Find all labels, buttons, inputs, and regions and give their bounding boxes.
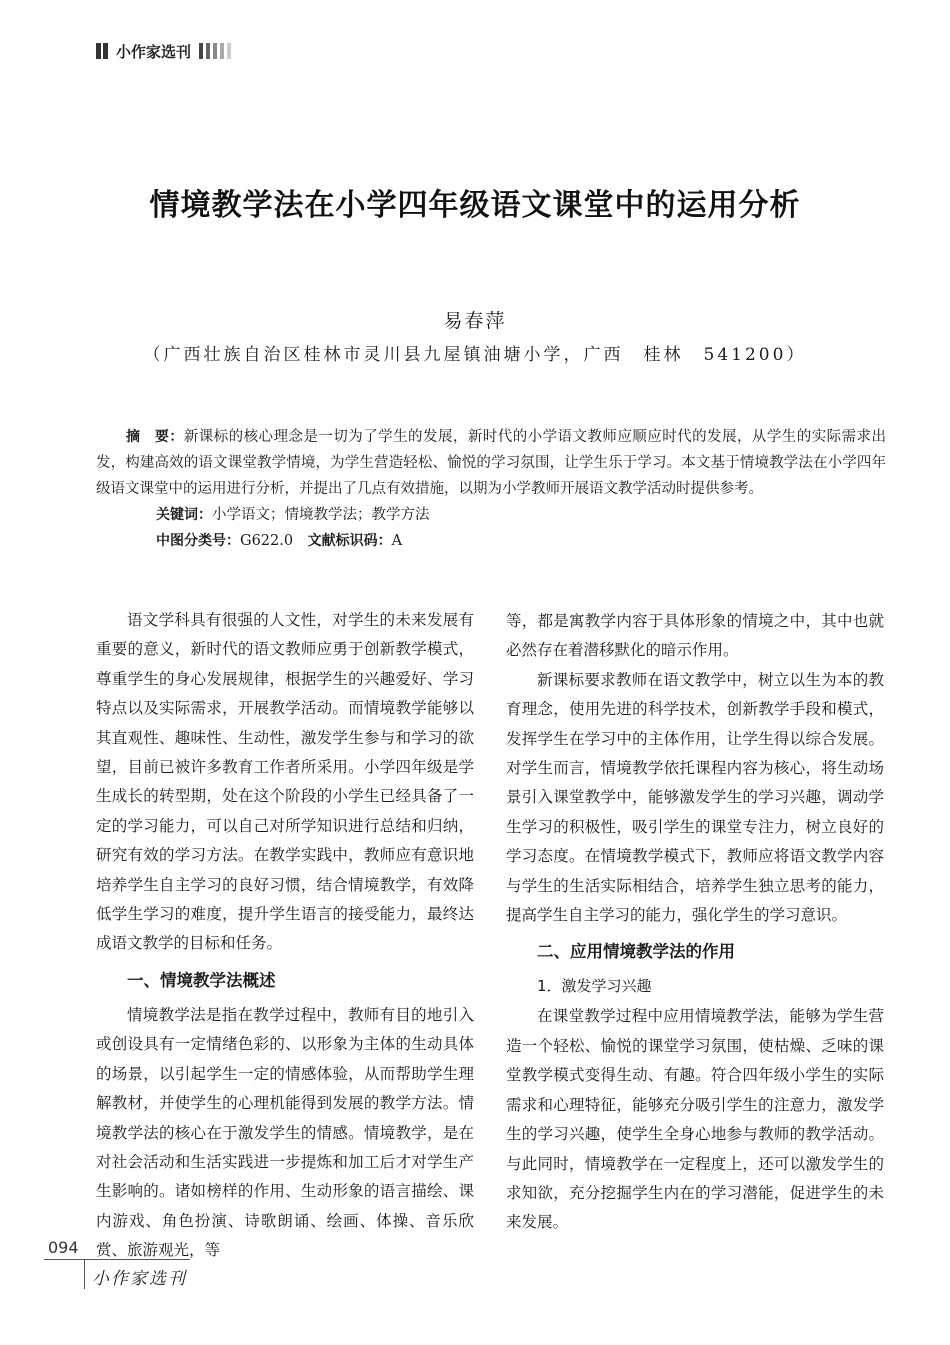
curriculum-paragraph: 新课标要求教师在语文教学中，树立以生为本的教育理念，使用先进的科学技术，创新教学手段和模式，发挥学生在学习中的主体作用，让学生得以综合发展。对学生而言，情境教学依托课程内容为核心，将生动场景引入课堂教学中，能够激发学生的学习兴趣，调动学生学习的积极性，吸引学生的课堂专注力，树立良好的学习态度。在情境教学模式下，教师应将语文教学内容与学生的生活实际相结合，培养学生独立思考的能力，提高学生自主学习的能力，强化学生的学习意识。 — [506, 670, 884, 925]
page-number: 094 — [48, 1238, 79, 1257]
abstract-paragraph — [96, 424, 886, 502]
author-affiliation: （广西壮族自治区桂林市灵川县九屋镇油塘小学，广西 桂林 541200） — [143, 345, 807, 365]
intro-paragraph: 语文学科具有很强的人文性，对学生的未来发展有重要的意义，新时代的语文教师应勇于创新教学模式，尊重学生的身心发展规律，根据学生的兴趣爱好、学习特点以及实际需求，开展教学活动。而情境教学能够以其直观性、趣味性、生动性，激发学生参与和学习的欲望，目前已被许多教育工作者所采用。小学四年级是学生成长的转型期，处在这个阶段的小学生已经具备了一定的学习能力，可以自己对所学知识进行总结和归纳，研究有效的学习方法。在教学实践中，教师应有意识地培养学生自主学习的良好习惯，结合情境教学，有效降低学生学习的难度，提升学生语言的接受能力，最终达成语文教学的目标和任务。 — [96, 611, 474, 953]
header-bars-decoration — [199, 43, 234, 59]
keywords-line — [96, 502, 886, 528]
article-title: 情境教学法在小学四年级语文课堂中的运用分析 — [149, 188, 801, 223]
continued-paragraph: 等，都是寓教学内容于具体形象的情境之中，其中也就必然存在着潜移默化的暗示作用。 — [506, 612, 884, 660]
journal-name: 小作家选刊 — [116, 42, 192, 61]
abstract-section — [96, 424, 886, 554]
clc-label: 中图分类号： — [156, 533, 240, 549]
section-heading-2: 二、应用情境教学法的作用 — [537, 942, 735, 962]
section-1-paragraph: 情境教学法是指在教学过程中，教师有目的地引入或创设具有一定情绪色彩的、以形象为主体的生动具体的场景，以引起学生一定的情感体验，从而帮助学生理解教材，并使学生的心理机能得到发展的教学方法。情境教学法的核心在于激发学生的情感。情境教学，是在对社会活动和生活实践进一步提炼和加工后才对学生产生影响的。诸如榜样的作用、生动形象的语言描绘、课内游戏、角色扮演、诗歌朗诵、绘画、体操、音乐欣赏、旅游观光，等 — [96, 1005, 474, 1260]
footer-vertical-rule — [84, 1259, 85, 1289]
classification-line — [96, 528, 886, 554]
clc-value: G622.0 — [240, 533, 294, 549]
keywords-text: 小学语文；情境教学法；教学方法 — [212, 507, 430, 523]
abstract-text: 新课标的核心理念是一切为了学生的发展，新时代的小学语文教师应顺应时代的发展，从学生的实际需求出发，构建高效的语文课堂教学情境，为学生营造轻松、愉悦的学习氛围，让学生乐于学习。本文基于情境教学法在小学四年级语文课堂中的运用进行分析，并提出了几点有效措施，以期为小学教师开展语文教学活动时提供参考。 — [96, 429, 887, 497]
doc-code-value: A — [391, 533, 403, 549]
header-block-icon — [96, 43, 101, 59]
doc-code-label: 文献标识码： — [307, 533, 392, 549]
right-column — [506, 607, 884, 1238]
header-block-icon — [103, 43, 108, 59]
section-heading-1: 一、情境教学法概述 — [127, 970, 276, 990]
footer-rule — [44, 1259, 190, 1260]
interest-paragraph: 在课堂教学过程中应用情境教学法，能够为学生营造一个轻松、愉悦的课堂学习氛围，使枯燥、乏味的课堂教学模式变得生动、有趣。符合四年级小学生的实际需求和心理特征，能够充分吸引学生的注意力，激发学生的学习兴趣，使学生全身心地参与教师的教学活动。与此同时，情境教学在一定程度上，还可以激发学生的求知欲，充分挖掘学生内在的学习潜能，促进学生的未来发展。 — [506, 1007, 884, 1232]
left-column — [96, 606, 474, 1266]
footer-logo: 小作家选刊 — [92, 1269, 187, 1289]
running-header — [96, 38, 234, 64]
abstract-label: 摘 要： — [126, 429, 184, 445]
author-name: 易春萍 — [443, 310, 507, 332]
keywords-label: 关键词： — [156, 507, 212, 523]
subsection-heading-1: 1．激发学习兴趣 — [537, 977, 652, 996]
